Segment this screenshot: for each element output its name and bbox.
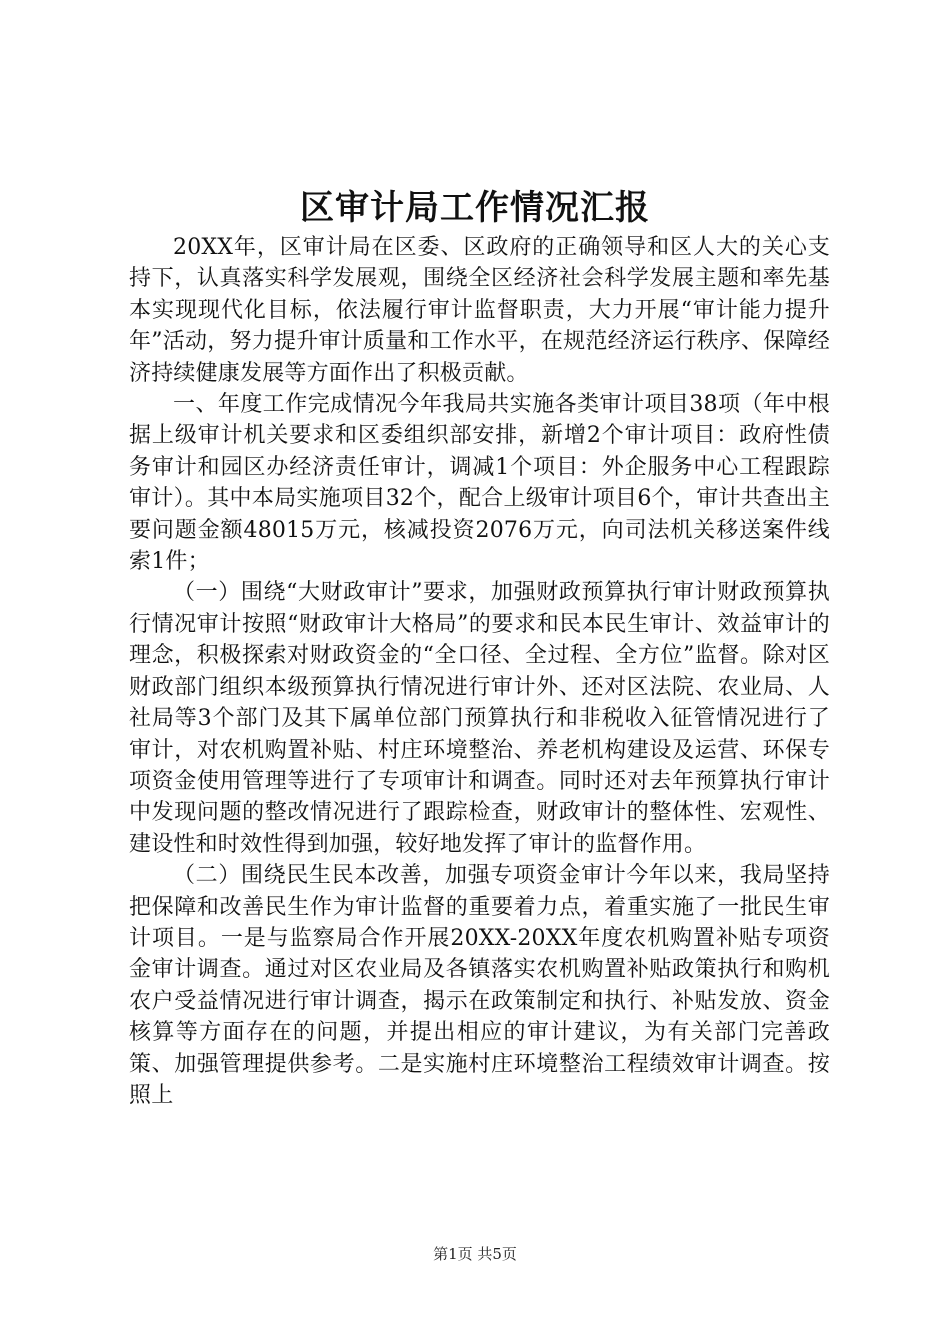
document-body <box>129 232 830 1111</box>
paragraph-intro: 20XX年，区审计局在区委、区政府的正确领导和区人大的关心支持下，认真落实科学发展观，围绕全区经济社会科学发展主题和率先基本实现现代化目标，依法履行审计监督职责，大力开展“审计能力提升年”活动，努力提升审计质量和工作水平，在规范经济运行秩序、保障经济持续健康发展等方面作出了积极贡献。 <box>129 235 830 386</box>
paragraph-fiscal-audit: （一）围绕“大财政审计”要求，加强财政预算执行审计财政预算执行情况审计按照“财政审计大格局”的要求和民本民生审计、效益审计的理念，积极探索对财政资金的“全口径、全过程、全方位”监督。除对区财政部门组织本级预算执行情况进行审计外、还对区法院、农业局、人社局等3个部门及其下属单位部门预算执行和非税收入征管情况进行了审计，对农机购置补贴、村庄环境整治、养老机构建设及运营、环保专项资金使用管理等进行了专项审计和调查。同时还对去年预算执行审计中发现问题的整改情况进行了跟踪检查，财政审计的整体性、宏观性、建设性和时效性得到加强，较好地发挥了审计的监督作用。 <box>129 580 830 857</box>
page-footer: 第1页 共5页 <box>433 1245 517 1263</box>
document-title: 区审计局工作情况汇报 <box>300 188 650 228</box>
paragraph-livelihood-audit: （二）围绕民生民本改善，加强专项资金审计今年以来，我局坚持把保障和改善民生作为审计监督的重要着力点，着重实施了一批民生审计项目。一是与监察局合作开展20XX-20XX年度农机购置补贴专项资金审计调查。通过对区农业局及各镇落实农机购置补贴政策执行和购机农户受益情况进行审计调查，揭示在政策制定和执行、补贴发放、资金核算等方面存在的问题，并提出相应的审计建议，为有关部门完善政策、加强管理提供参考。二是实施村庄环境整治工程绩效审计调查。按照上 <box>129 863 830 1108</box>
paragraph-annual-summary: 一、年度工作完成情况今年我局共实施各类审计项目38项（年中根据上级审计机关要求和区委组织部安排，新增2个审计项目：政府性债务审计和园区办经济责任审计，调减1个项目：外企服务中心工程跟踪审计）。其中本局实施项目32个，配合上级审计项目6个，审计共查出主要问题金额48015万元，核减投资2076万元，向司法机关移送案件线索1件； <box>129 392 830 575</box>
